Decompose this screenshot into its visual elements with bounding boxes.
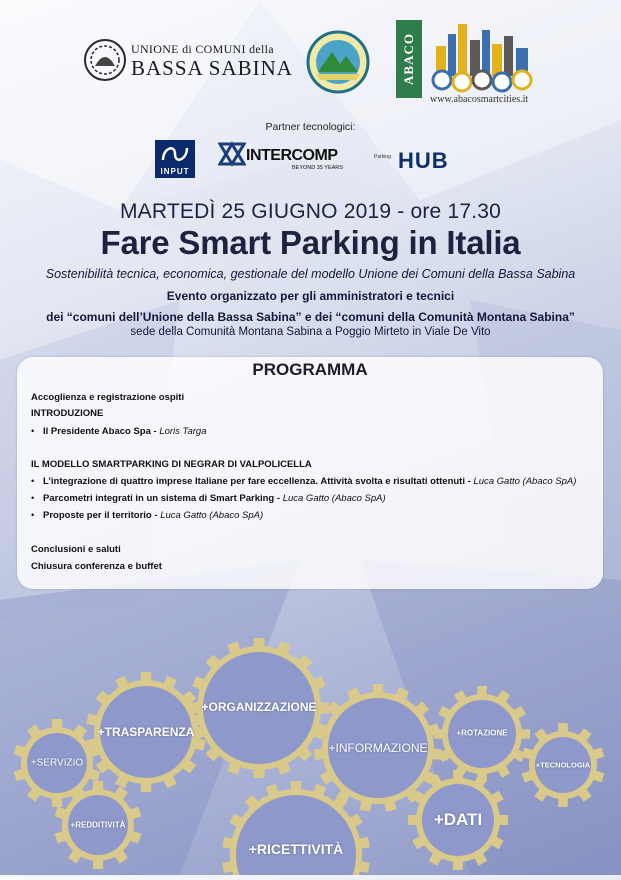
- list-item: • Proposte per il territorio - Luca Gatto (Abaco SpA): [31, 510, 264, 521]
- gear-label-servizio: +SERVIZIO: [30, 757, 84, 769]
- gear-label-dati: +DATI: [433, 810, 483, 829]
- gears-illustration: [0, 620, 621, 875]
- intercomp-symbol-icon: [218, 140, 246, 168]
- accoglienza-line: Accoglienza e registrazione ospiti: [31, 392, 185, 403]
- item-speaker: Luca Gatto (Abaco SpA): [160, 510, 264, 521]
- partner-label: Partner tecnologici:: [265, 121, 356, 133]
- intercomp-logo-text: INTERCOMP: [246, 147, 338, 164]
- list-item: • L’integrazione di quattro imprese Italiane per fare eccellenza. Attività svolta e risultati ottenuti - Luca Gatto (Abaco SpA): [31, 476, 577, 487]
- list-item: • Parcometri integrati in un sistema di Smart Parking - Luca Gatto (Abaco SpA): [31, 493, 386, 504]
- gear-label-tecnologia: +TECNOLOGIA: [535, 760, 591, 770]
- gear-label-ricettivita: +RICETTIVITÀ: [248, 841, 344, 857]
- hub-logo-text: HUB: [398, 148, 449, 173]
- comunita-montana-logo: [306, 30, 370, 94]
- seal-icon: [83, 38, 127, 82]
- gear-label-rotazione: +ROTAZIONE: [456, 728, 508, 738]
- item-speaker: Luca Gatto (Abaco SpA): [473, 476, 577, 487]
- input-logo-text: INPUT: [160, 167, 190, 176]
- item-speaker: Luca Gatto (Abaco SpA): [282, 493, 386, 504]
- hub-small-text: Parking: [374, 154, 391, 160]
- list-item: • Il Presidente Abaco Spa - Loris Targa: [31, 426, 207, 437]
- conclusioni-line: Conclusioni e saluti: [31, 544, 121, 555]
- event-date: MARTEDÌ 25 GIUGNO 2019 - ore 17.30: [119, 200, 502, 223]
- input-symbol-icon: [155, 140, 195, 168]
- gears-graphic: [0, 620, 621, 875]
- parking-hub-logo: [372, 148, 468, 174]
- gear-label-organizzazione: +ORGANIZZAZIONE: [201, 700, 317, 714]
- programma-heading: PROGRAMMA: [252, 360, 368, 379]
- unione-line1: UNIONE di COMUNI della: [131, 42, 274, 56]
- unione-line2: BASSA SABINA: [131, 56, 293, 80]
- website-url[interactable]: www.abacosmartcities.it: [430, 94, 529, 105]
- smart-city-skyline-icon: [428, 16, 540, 94]
- event-subtitle: Sostenibilità tecnica, economica, gestionale del modello Unione dei Comuni della Bassa Sabina: [45, 267, 576, 281]
- abaco-logo: [396, 20, 422, 98]
- programma-panel: [17, 357, 603, 589]
- gear-label-trasparenza: +TRASPARENZA: [97, 725, 195, 739]
- event-venue: sede della Comunità Montana Sabina a Poggio Mirteto in Viale De Vito: [130, 326, 491, 338]
- introduzione-heading: INTRODUZIONE: [31, 408, 104, 419]
- input-logo: [155, 140, 195, 178]
- event-title: Fare Smart Parking in Italia: [100, 224, 521, 261]
- abaco-logo-text: ABACO: [401, 33, 416, 85]
- intercomp-logo: [218, 140, 358, 180]
- chiusura-line: Chiusura conferenza e buffet: [31, 561, 162, 572]
- gear-label-redditivita: +REDDITIVITÀ: [70, 820, 126, 830]
- event-audience-line1: Evento organizzato per gli amministratori e tecnici: [166, 289, 455, 303]
- intercomp-tagline: BEYOND 35 YEARS: [292, 165, 343, 171]
- unione-bassa-sabina-logo: [83, 36, 293, 84]
- intro-item-speaker: Loris Targa: [159, 426, 207, 437]
- gear-label-informazione: +INFORMAZIONE: [328, 741, 428, 755]
- item-text: L’integrazione di quattro imprese Italiane per fare eccellenza. Attività svolta e risultati ottenuti -: [43, 476, 474, 487]
- event-audience-line2: dei “comuni dell’Unione della Bassa Sabina” e dei “comuni della Comunità Montana Sabina”: [46, 310, 575, 324]
- item-text: Parcometri integrati in un sistema di Smart Parking -: [43, 493, 283, 504]
- intro-item-text: Il Presidente Abaco Spa -: [43, 426, 160, 437]
- smartparking-section-title: IL MODELLO SMARTPARKING DI NEGRAR DI VALPOLICELLA: [31, 459, 312, 470]
- item-text: Proposte per il territorio -: [43, 510, 161, 521]
